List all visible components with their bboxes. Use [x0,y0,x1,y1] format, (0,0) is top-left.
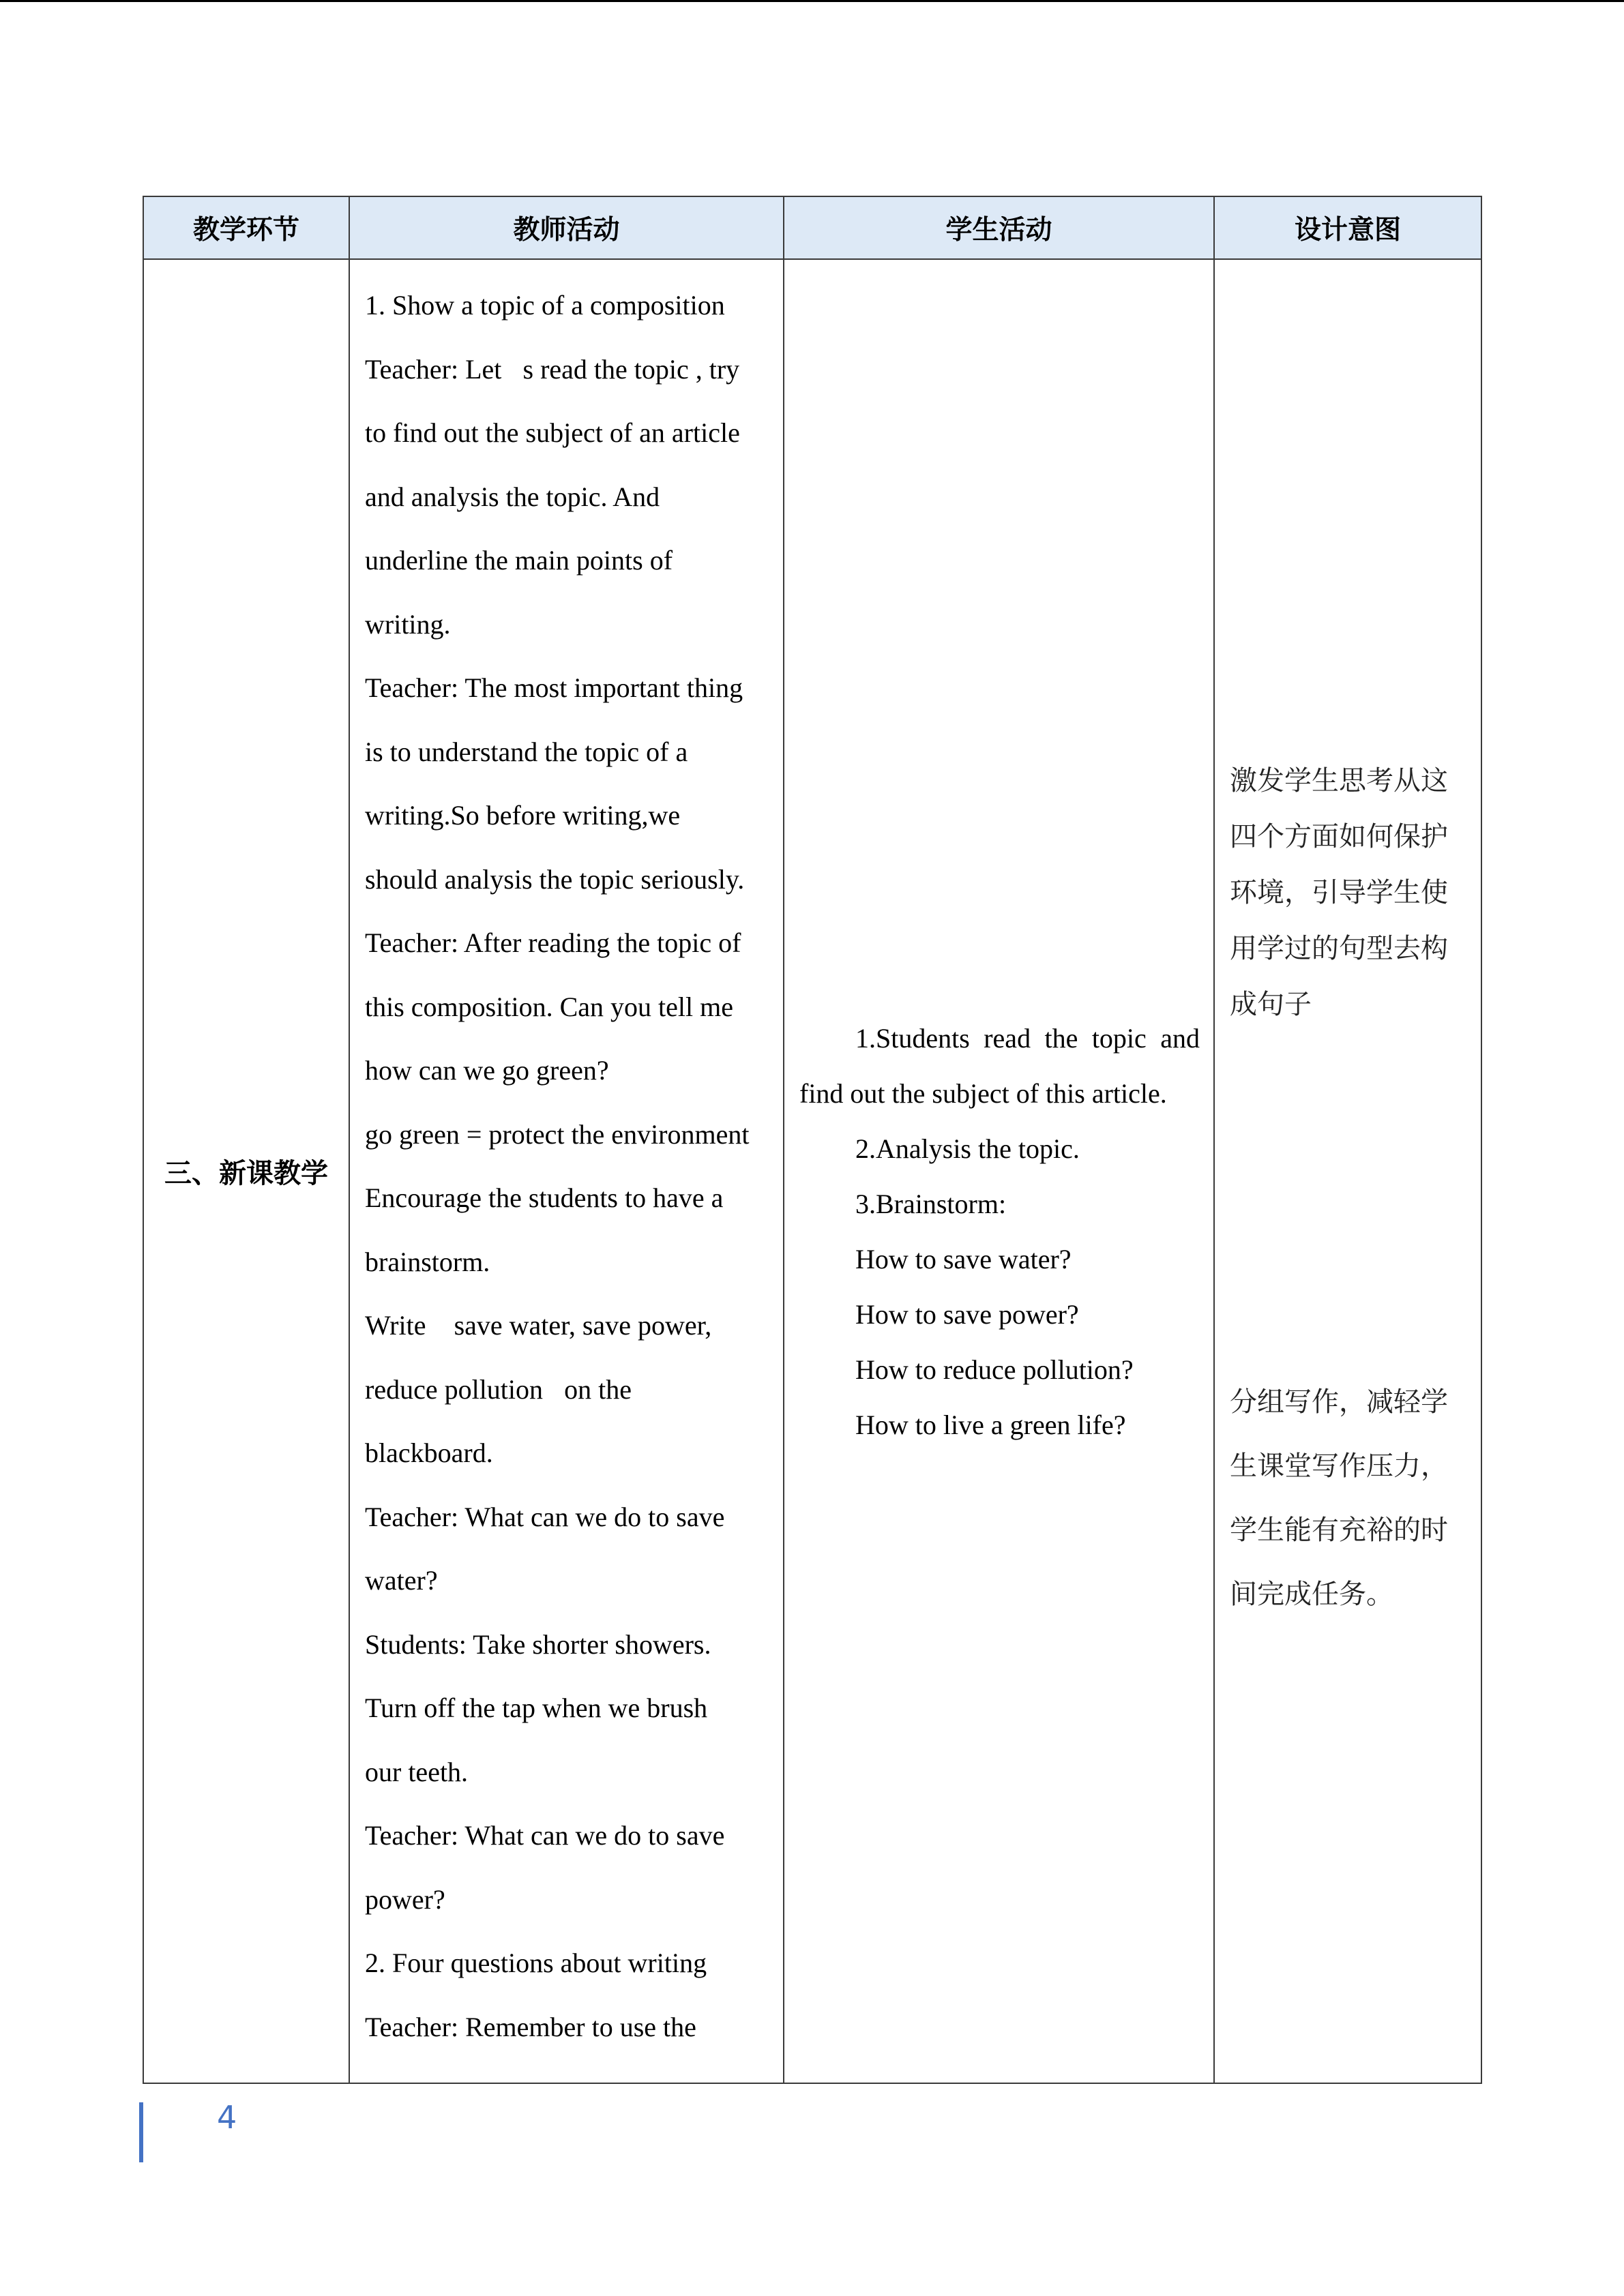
teacher-activity-line: Teacher: Remember to use the [365,2011,696,2042]
student-activity-line: How to reduce pollution? [855,1354,1134,1385]
student-activity-line: find out the subject of this article. [799,1077,1167,1109]
header-teacher-activity: 教师活动 [349,196,784,259]
design-intent-line: 四个方面如何保护 [1230,821,1448,852]
teacher-activity-line: blackboard. [365,1437,493,1468]
design-intent-block [1230,1370,1475,1626]
design-intent-line: 激发学生思考从这 [1230,765,1448,796]
student-activity-cell [784,259,1214,2083]
header-design-intent: 设计意图 [1214,196,1481,259]
header-student-activity: 学生活动 [784,196,1214,259]
student-activity-line: 3.Brainstorm: [855,1188,1007,1219]
design-intent-line: 环境，引导学生使 [1230,877,1448,908]
design-intent-line: 间完成任务。 [1230,1579,1393,1610]
teacher-activity-cell [349,259,784,2083]
student-activity-line: How to save power? [855,1298,1079,1330]
student-activity-line: How to save water? [855,1243,1072,1274]
teacher-activity-line: underline the main points of [365,545,673,576]
teacher-activity-line: Teacher: What can we do to save [365,1501,725,1532]
teacher-activity-line: power? [365,1883,445,1915]
design-intent-block [1230,753,1475,1032]
teacher-activity-line: to find out the subject of an article [365,417,740,448]
teacher-activity-line: Turn off the tap when we brush [365,1693,708,1723]
teacher-activity-line: Encourage the students to have a [365,1182,724,1213]
table-row [143,259,1481,2083]
design-intent-line: 用学过的句型去构 [1230,933,1448,964]
teacher-activity-line: 1. Show a topic of a composition [365,290,725,320]
teacher-activity-line: brainstorm. [365,1246,490,1277]
teacher-activity-line: this composition. Can you tell me [365,991,733,1022]
teacher-activity-line: reduce pollution on the [365,1373,632,1405]
teacher-activity-line: Write  save water, save power, [365,1310,712,1341]
teacher-activity-line: Teacher: The most important thing [365,672,743,703]
teacher-activity-list [350,260,783,2059]
design-intent-line: 学生能有充裕的时 [1230,1515,1448,1546]
teacher-activity-line: how can we go green? [365,1055,609,1086]
teacher-activity-line: writing.So before writing,we [365,800,681,831]
design-intent-line: 生课堂写作压力， [1230,1450,1448,1482]
teacher-activity-line: writing. [365,608,451,640]
teacher-activity-line: and analysis the topic. And [365,481,660,512]
teacher-activity-line: Teacher: What can we do to save [365,1820,725,1851]
student-activity-line: How to live a green life? [855,1409,1126,1440]
stage-cell [143,259,349,2083]
teacher-activity-line: our teeth. [365,1756,469,1787]
design-intent-cell [1214,259,1481,2083]
header-teaching-stage: 教学环节 [143,196,349,259]
lesson-plan-table [143,196,1482,2084]
teacher-activity-line: is to understand the topic of a [365,736,688,767]
teacher-activity-line: should analysis the topic seriously. [365,863,745,895]
student-activity-line: 2.Analysis the topic. [855,1133,1080,1164]
student-activity-list [784,1011,1213,1452]
teacher-activity-line: go green = protect the environment [365,1118,750,1150]
page-number: 4 [217,2099,237,2136]
page-footer-accent-bar [139,2102,143,2162]
teacher-activity-line: Teacher: After reading the topic of [365,927,741,958]
teacher-activity-line: 2. Four questions about writing [365,1948,707,1978]
design-intent-line: 分组写作，减轻学 [1230,1386,1448,1418]
stage-label: 三、新课教学 [164,1158,328,1189]
design-intent-line: 成句子 [1230,989,1312,1020]
teacher-activity-line: Teacher: Let s read the topic , try [365,353,740,385]
teacher-activity-line: water? [365,1565,438,1596]
teacher-activity-line: Students: Take shorter showers. [365,1628,711,1660]
table-header-row [143,196,1481,259]
page-top-border [0,0,1624,2]
student-activity-line: 1.Students read the topic and [855,1022,1200,1054]
